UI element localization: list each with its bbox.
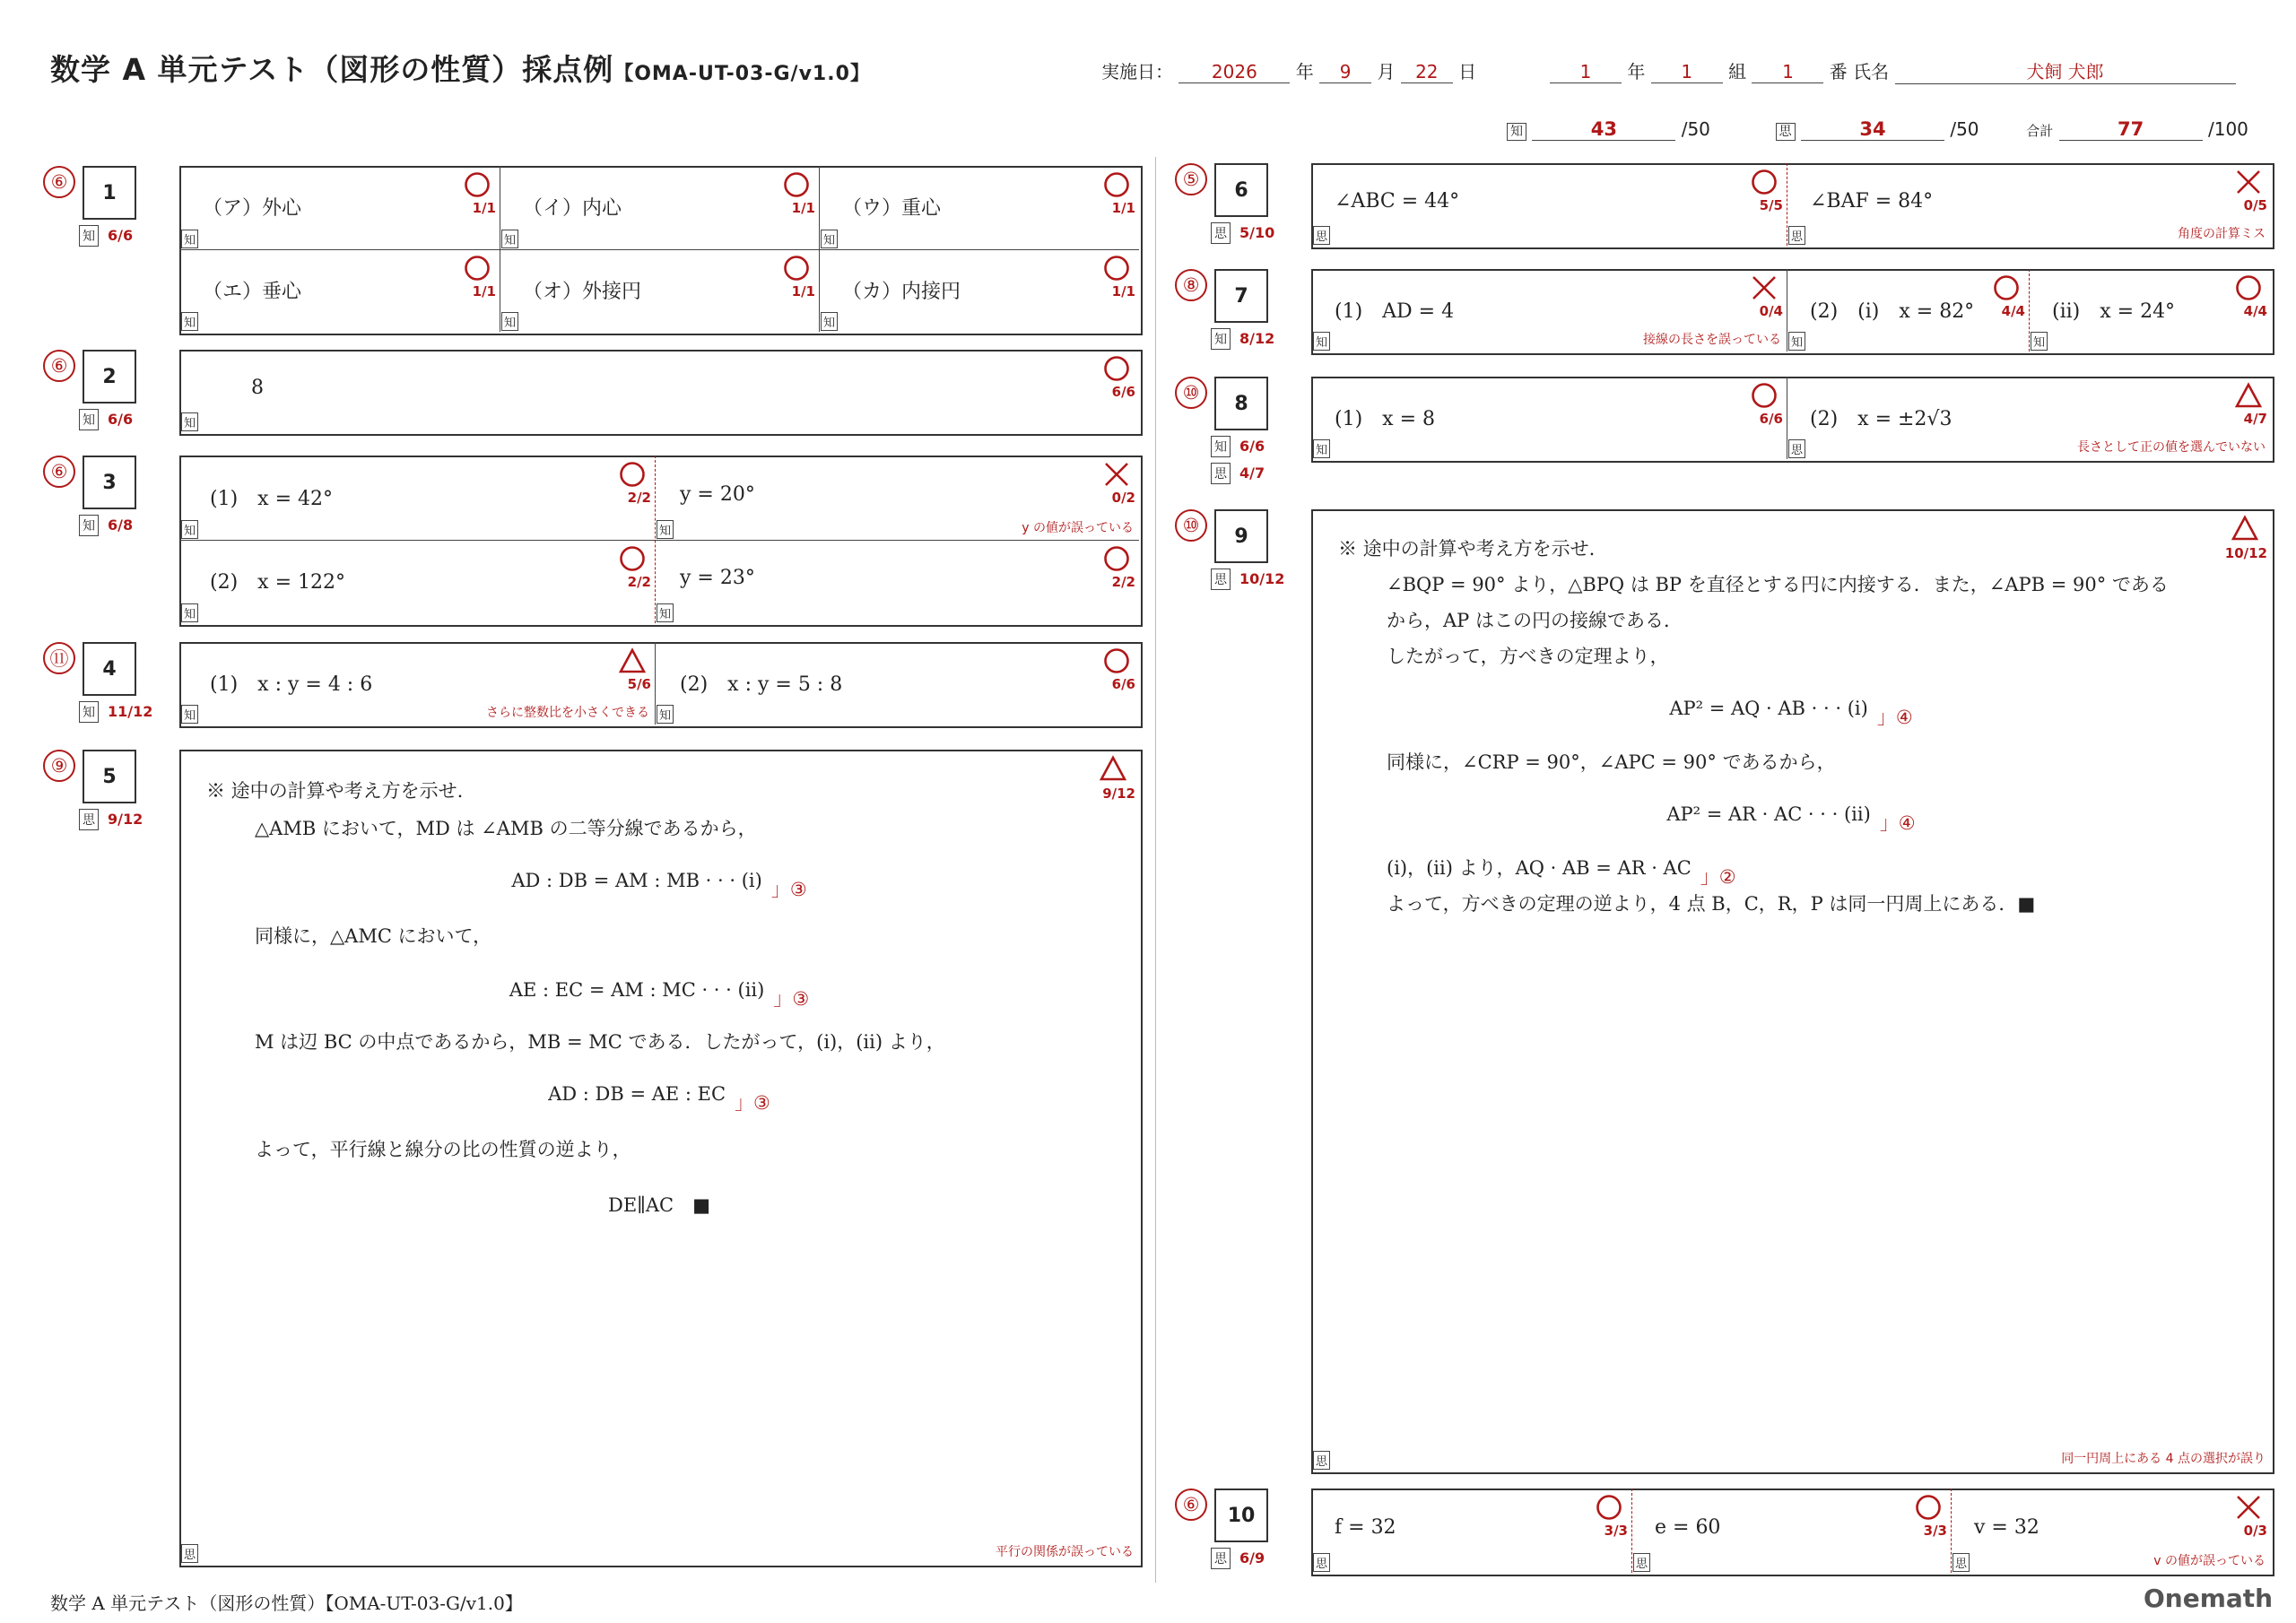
proof-line-text: よって，平行線と線分の比の性質の逆より， <box>255 1139 631 1160</box>
circle-mark-icon <box>1751 169 1778 195</box>
cross-mark-icon <box>2235 169 2262 195</box>
circle-mark-icon <box>1103 255 1130 282</box>
question-score: 6/9 <box>1239 1549 1265 1567</box>
column-divider <box>1951 1488 1952 1573</box>
triangle-mark-icon <box>2231 515 2258 542</box>
answer-text: ∠BAF = 84° <box>1810 190 1934 213</box>
grader-comment: v の値が誤っている <box>2153 1554 2266 1568</box>
circle-mark-icon <box>2235 274 2262 301</box>
title-text: 数学 A 単元テスト（図形の性質）採点例 <box>50 52 614 87</box>
earned-circled-number: ⑩ <box>1175 509 1207 542</box>
year-unit: 年 <box>1295 61 1314 82</box>
grader-comment: 接線の長さを誤っている <box>1643 333 1781 347</box>
points-earned: 1/1 <box>472 282 496 299</box>
proof-line <box>206 777 463 803</box>
answer-text: ∠ABC = 44° <box>1335 190 1460 213</box>
proof-line-text: したがって，方べきの定理より， <box>1387 646 1669 667</box>
proof-line <box>1387 642 1669 669</box>
category-badge-2: 思 <box>1211 463 1231 484</box>
circle-mark-icon <box>1751 382 1778 409</box>
proof-line <box>1387 748 1836 775</box>
answer-box[interactable] <box>179 166 1143 335</box>
question-number: 8 <box>1214 377 1268 430</box>
proof-line-text: ※ 途中の計算や考え方を示せ. <box>206 780 464 802</box>
column-divider <box>1631 1488 1632 1573</box>
proof-line-text: 同様に，△AMC において， <box>255 925 492 947</box>
question-number: 6 <box>1214 163 1268 217</box>
earned-circled-number: ⑤ <box>1175 163 1207 195</box>
chi-max: /50 <box>1681 118 1710 140</box>
proof-line-text: ∠BQP = 90° より，△BPQ は BP を直径とする円に内接する．また，∠APB = 90° である <box>1387 574 2169 595</box>
category-tag: 知 <box>657 705 674 724</box>
points-earned: 1/1 <box>472 200 496 216</box>
category-tag: 知 <box>821 312 838 331</box>
answer-box[interactable] <box>1311 1488 2274 1576</box>
answer-text: （オ）外接円 <box>523 280 642 303</box>
step-check-mark: 」③ <box>770 879 807 900</box>
cross-mark-icon <box>1751 274 1778 301</box>
category-tag: 思 <box>1952 1553 1970 1572</box>
question-score: 6/8 <box>108 516 134 534</box>
proof-line-text: DE∥AC ■ <box>608 1194 710 1216</box>
month-unit: 月 <box>1377 61 1396 82</box>
footer-text: 数学 A 単元テスト（図形の性質）【OMA-UT-03-G/v1.0】 <box>50 1593 523 1614</box>
category-tag: 知 <box>181 230 198 248</box>
points-earned: 0/2 <box>1111 490 1135 506</box>
circle-mark-icon <box>1993 274 2020 301</box>
points-earned: 4/4 <box>2001 303 2025 319</box>
day-unit: 日 <box>1458 61 1477 82</box>
answer-text: y = 20° <box>680 482 755 506</box>
proof-line <box>179 1191 1139 1218</box>
circle-mark-icon <box>783 255 810 282</box>
category-tag: 知 <box>657 603 674 622</box>
category-tag: 知 <box>501 312 518 331</box>
triangle-mark-icon <box>2235 382 2262 409</box>
proof-line-text: から，AP はこの円の接線である． <box>1387 610 1683 631</box>
number-unit: 番 <box>1829 61 1848 82</box>
proof-line-text: △AMB において，MD は ∠AMB の二等分線であるから， <box>255 818 757 839</box>
answer-text: e = 60 <box>1655 1516 1721 1539</box>
grader-comment: さらに整数比を小さくできる <box>486 706 649 720</box>
question-score: 6/6 <box>108 411 134 428</box>
month-value[interactable]: 9 <box>1319 61 1371 83</box>
proof-line-text: AP² = AQ · AB · · · (i) <box>1669 698 1868 719</box>
answer-text: (2) x = ±2√3 <box>1810 408 1952 430</box>
column-divider <box>655 456 656 623</box>
earned-circled-number: ⑪ <box>43 642 75 674</box>
question-number: 7 <box>1214 269 1268 323</box>
step-check-mark: 」③ <box>773 988 810 1010</box>
column-divider <box>2029 269 2030 352</box>
shi-score[interactable]: 34 <box>1801 118 1944 141</box>
proof-line <box>1387 854 1736 888</box>
category-tag: 思 <box>1633 1553 1650 1572</box>
category-badge: 思 <box>1211 1548 1231 1569</box>
logo-text: Onemath <box>2144 1584 2274 1613</box>
step-check-mark: 」④ <box>1876 707 1913 728</box>
answer-text: (1) x = 8 <box>1335 408 1435 430</box>
category-tag: 知 <box>1313 332 1330 351</box>
proof-line-text: AP² = AR · AC · · · (ii) <box>1666 803 1871 825</box>
proof-line <box>179 1080 1139 1114</box>
category-tag: 思 <box>1313 1451 1330 1470</box>
proof-line <box>1311 800 2271 834</box>
points-earned: 9/12 <box>1102 785 1135 802</box>
answer-text: (1) x : y = 4 : 6 <box>210 673 373 696</box>
step-check-mark: 」④ <box>1879 812 1916 834</box>
circle-mark-icon <box>464 255 491 282</box>
points-earned: 1/1 <box>791 200 815 216</box>
total-label: 合計 <box>2026 123 2054 139</box>
class-unit: 組 <box>1728 61 1747 82</box>
proof-line <box>1387 606 1683 633</box>
chi-label: 知 <box>1507 123 1526 141</box>
category-tag: 思 <box>1788 439 1805 458</box>
answer-text: （ウ）重心 <box>842 197 942 221</box>
points-earned: 6/6 <box>1111 384 1135 400</box>
name-value[interactable]: 犬飼 犬郎 <box>1895 57 2236 84</box>
answer-text: (ii) x = 24° <box>2052 300 2176 323</box>
grader-comment: 同一円周上にある 4 点の選択が誤り <box>2061 1452 2266 1466</box>
proof-line <box>1338 534 1595 561</box>
proof-line <box>1311 694 2271 728</box>
answer-text: (1) x = 42° <box>210 487 333 510</box>
step-check-mark: 」③ <box>735 1092 770 1114</box>
triangle-mark-icon <box>619 647 646 674</box>
question-score: 6/6 <box>1239 438 1265 455</box>
circle-mark-icon <box>619 545 646 572</box>
cross-mark-icon <box>2235 1494 2262 1521</box>
shi-label: 思 <box>1776 123 1796 141</box>
category-badge: 思 <box>1211 568 1231 590</box>
answer-text: (2) x : y = 5 : 8 <box>680 673 843 696</box>
points-earned: 0/5 <box>2243 197 2267 213</box>
question-number: 4 <box>83 642 136 696</box>
score-summary <box>1507 118 2248 141</box>
circle-mark-icon <box>1103 355 1130 382</box>
points-earned: 3/3 <box>1923 1523 1947 1539</box>
points-earned: 4/7 <box>2243 411 2267 427</box>
category-tag: 知 <box>181 312 198 331</box>
category-badge: 思 <box>79 809 99 830</box>
points-earned: 2/2 <box>1111 573 1135 590</box>
question-number: 9 <box>1214 509 1268 563</box>
earned-circled-number: ⑥ <box>1175 1488 1207 1521</box>
points-earned: 6/6 <box>1111 676 1135 692</box>
points-earned: 10/12 <box>2224 545 2267 561</box>
answer-box[interactable] <box>179 456 1143 627</box>
circle-mark-icon <box>1103 171 1130 198</box>
question-number: 1 <box>83 166 136 220</box>
total-max: /100 <box>2207 118 2248 140</box>
category-badge: 思 <box>1211 222 1231 244</box>
category-tag: 思 <box>1313 226 1330 245</box>
question-score: 5/10 <box>1239 224 1275 241</box>
category-badge: 知 <box>1211 328 1231 350</box>
proof-line-text: よって，方べきの定理の逆より，4 点 B，C，R，P は同一円周上にある．■ <box>1387 893 2036 915</box>
cross-mark-icon <box>1103 461 1130 488</box>
date-label: 実施日： <box>1101 61 1173 82</box>
circle-mark-icon <box>1103 647 1130 674</box>
answer-text: (2) (i) x = 82° <box>1810 300 1975 323</box>
category-badge: 知 <box>79 515 99 536</box>
number-value[interactable]: 1 <box>1752 61 1823 83</box>
earned-circled-number: ⑥ <box>43 456 75 488</box>
onemath-logo <box>2144 1584 2273 1613</box>
earned-circled-number: ⑥ <box>43 350 75 382</box>
question-number: 3 <box>83 456 136 509</box>
points-earned: 5/6 <box>627 676 651 692</box>
category-badge: 知 <box>1211 436 1231 457</box>
grade-unit: 年 <box>1627 61 1646 82</box>
circle-mark-icon <box>1596 1494 1622 1521</box>
earned-circled-number: ⑩ <box>1175 377 1207 409</box>
answer-text: （エ）垂心 <box>203 280 302 303</box>
points-earned: 1/1 <box>1111 282 1135 299</box>
chi-score[interactable]: 43 <box>1532 118 1675 141</box>
question-number: 5 <box>83 750 136 803</box>
points-earned: 6/6 <box>1759 411 1783 427</box>
column-divider <box>819 166 820 332</box>
proof-line <box>1387 890 2035 916</box>
shi-max: /50 <box>1950 118 1979 140</box>
proof-line-text: AE : EC = AM : MC · · · (ii) <box>509 979 765 1001</box>
column-divider <box>655 642 656 725</box>
circle-mark-icon <box>619 461 646 488</box>
earned-circled-number: ⑨ <box>43 750 75 782</box>
circle-mark-icon <box>464 171 491 198</box>
answer-text: 8 <box>251 377 264 399</box>
category-tag: 知 <box>1788 332 1805 351</box>
grader-comment: 長さとして正の値を選んでいない <box>2077 440 2266 455</box>
proof-line <box>255 1135 631 1162</box>
answer-text: （ア）外心 <box>203 197 302 221</box>
row-divider <box>179 540 1139 541</box>
answer-text: y = 23° <box>680 567 755 590</box>
grader-comment: 角度の計算ミス <box>2178 227 2266 241</box>
category-badge: 知 <box>79 701 99 723</box>
row-divider <box>179 249 1139 250</box>
answer-text: (1) AD = 4 <box>1335 300 1455 323</box>
class-value[interactable]: 1 <box>1651 61 1723 83</box>
year-value[interactable]: 2026 <box>1178 61 1290 83</box>
question-score: 6/6 <box>108 227 134 244</box>
category-tag: 知 <box>181 412 198 431</box>
answer-text: f = 32 <box>1335 1516 1396 1539</box>
column-divider <box>1155 157 1156 1583</box>
category-tag: 思 <box>1788 226 1805 245</box>
grade-value[interactable]: 1 <box>1550 61 1622 83</box>
date-field <box>1101 57 1476 83</box>
question-number: 10 <box>1214 1488 1268 1542</box>
points-earned: 2/2 <box>627 490 651 506</box>
category-tag: 知 <box>1313 439 1330 458</box>
category-tag: 思 <box>1313 1553 1330 1572</box>
circle-mark-icon <box>1103 545 1130 572</box>
question-score: 10/12 <box>1239 570 1285 587</box>
answer-box[interactable] <box>179 350 1143 436</box>
question-score: 9/12 <box>108 811 144 828</box>
earned-circled-number: ⑥ <box>43 166 75 198</box>
proof-line <box>255 922 491 949</box>
category-badge: 知 <box>79 225 99 247</box>
proof-line-text: (i)，(ii) より，AQ · AB = AR · AC <box>1387 857 1692 879</box>
category-badge: 知 <box>79 409 99 430</box>
points-earned: 0/4 <box>1759 303 1783 319</box>
proof-line-text: 同様に，∠CRP = 90°，∠APC = 90° であるから， <box>1387 751 1836 773</box>
proof-line-text: AD : DB = AM : MB · · · (i) <box>511 870 762 891</box>
question-number: 2 <box>83 350 136 404</box>
title-code: 【OMA-UT-03-G/v1.0】 <box>613 63 871 85</box>
category-tag: 思 <box>181 1544 198 1563</box>
category-tag: 知 <box>821 230 838 248</box>
name-label: 氏名 <box>1853 61 1890 82</box>
grader-comment: 平行の関係が誤っている <box>996 1545 1134 1559</box>
proof-line <box>1387 570 2169 597</box>
proof-line <box>255 1028 945 1055</box>
triangle-mark-icon <box>1100 755 1126 782</box>
category-tag: 知 <box>501 230 518 248</box>
answer-text: （イ）内心 <box>523 197 622 221</box>
question-score: 8/12 <box>1239 330 1275 347</box>
student-field <box>1550 57 2236 84</box>
answer-text: （カ）内接円 <box>842 280 961 303</box>
proof-line <box>255 814 757 841</box>
circle-mark-icon <box>1915 1494 1942 1521</box>
points-earned: 5/5 <box>1759 197 1783 213</box>
proof-line-text: AD : DB = AE : EC <box>548 1083 726 1105</box>
proof-line <box>179 866 1139 900</box>
category-tag: 知 <box>181 603 198 622</box>
step-check-mark: 」② <box>1700 866 1736 888</box>
page-title <box>50 47 871 89</box>
proof-line-text: M は辺 BC の中点であるから，MB = MC である．したがって，(i)，(ii) より， <box>255 1031 945 1053</box>
points-earned: 1/1 <box>791 282 815 299</box>
points-earned: 4/4 <box>2243 303 2267 319</box>
points-earned: 0/3 <box>2243 1523 2267 1539</box>
day-value[interactable]: 22 <box>1401 61 1453 83</box>
total-score[interactable]: 77 <box>2059 118 2203 141</box>
circle-mark-icon <box>783 171 810 198</box>
points-earned: 3/3 <box>1604 1523 1628 1539</box>
proof-line <box>179 976 1139 1010</box>
category-tag: 知 <box>2031 332 2048 351</box>
grader-comment: y の値が誤っている <box>1022 520 1134 535</box>
answer-text: v = 32 <box>1974 1516 2039 1539</box>
earned-circled-number: ⑧ <box>1175 269 1207 301</box>
question-score: 11/12 <box>108 703 153 720</box>
points-earned: 1/1 <box>1111 200 1135 216</box>
question-score-2: 4/7 <box>1239 464 1265 482</box>
category-tag: 知 <box>181 520 198 539</box>
answer-text: (2) x = 122° <box>210 571 345 595</box>
points-earned: 2/2 <box>627 573 651 590</box>
proof-line-text: ※ 途中の計算や考え方を示せ. <box>1338 538 1596 560</box>
category-tag: 知 <box>181 705 198 724</box>
category-tag: 知 <box>657 520 674 539</box>
